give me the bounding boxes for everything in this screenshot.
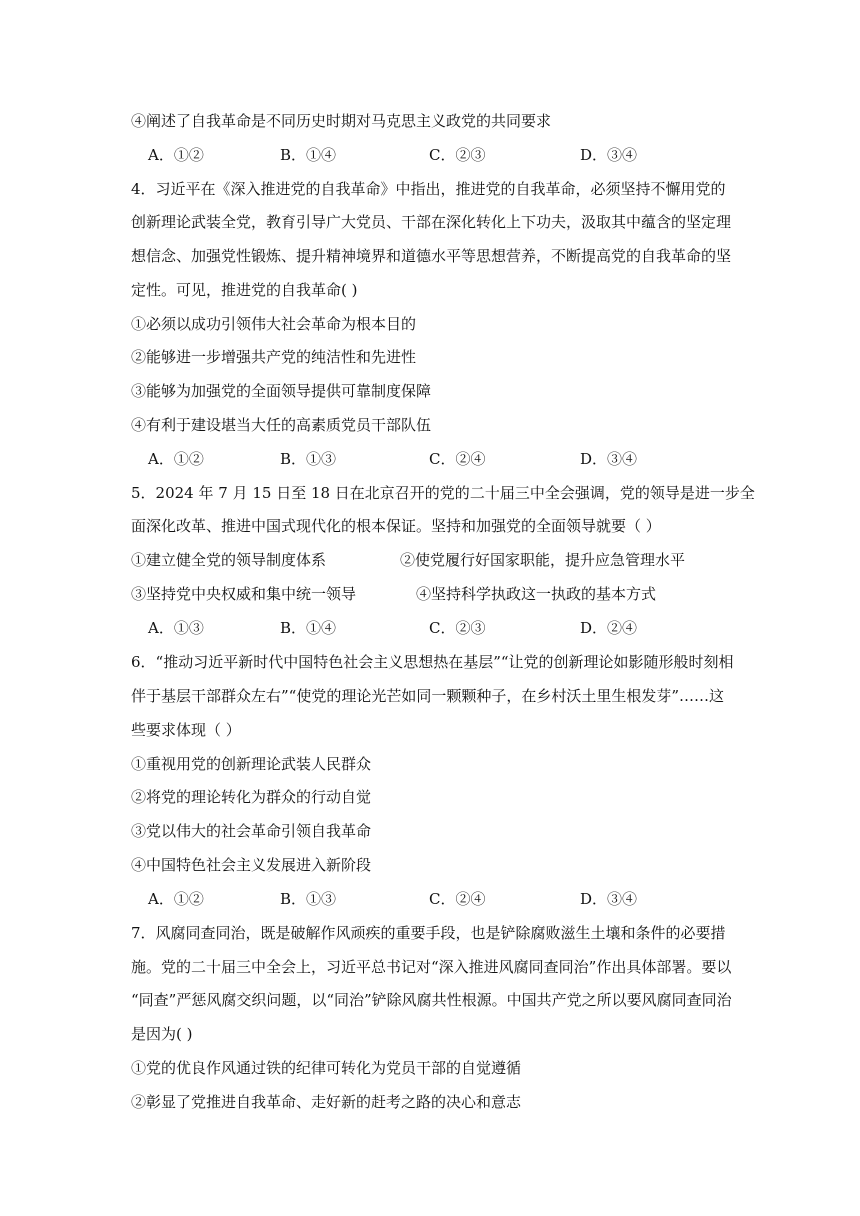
choice-b: B．①③: [280, 450, 337, 468]
q4-stem-line: 创新理论武装全党，教育引导广大党员、干部在深化转化上下功夫，汲取其中蕴含的坚定理: [131, 213, 732, 231]
q6-option: ④中国特色社会主义发展进入新阶段: [131, 856, 372, 874]
q4-stem-line: 想信念、加强党性锻炼、提升精神境界和道德水平等思想营养，不断提高党的自我革命的坚: [131, 247, 732, 265]
q5-stem-line: 5．2024 年 7 月 15 日至 18 日在北京召开的党的二十届三中全会强调，党的领导是进一步全: [131, 484, 755, 502]
q6-option: ①重视用党的创新理论武装人民群众: [131, 755, 372, 773]
q6-stem-line: 伴于基层干部群众左右”“使党的理论光芒如同一颗颗种子，在乡村沃土里生根发芽”……这: [131, 687, 725, 705]
q4-stem-line: 4．习近平在《深入推进党的自我革命》中指出，推进党的自我革命，必须坚持不懈用党的: [131, 180, 726, 198]
q7-stem-line: 7．风腐同查同治，既是破解作风顽疾的重要手段，也是铲除腐败滋生土壤和条件的必要措: [131, 924, 726, 942]
q7-stem-line: 是因为( ): [131, 1025, 193, 1043]
choice-c: C．②③: [429, 619, 486, 637]
q7-option: ①党的优良作风通过铁的纪律可转化为党员干部的自觉遵循: [131, 1059, 522, 1077]
q7-stem-line: 施。党的二十届三中全会上，习近平总书记对“深入推进风腐同查同治”作出具体部署。要以: [131, 958, 732, 976]
prev-option-4: ④阐述了自我革命是不同历史时期对马克思主义政党的共同要求: [131, 112, 552, 130]
q6-option: ③党以伟大的社会革命引领自我革命: [131, 822, 372, 840]
q6-stem-line: 些要求体现（ ）: [131, 721, 241, 739]
choice-b: B．①④: [280, 619, 337, 637]
choice-c: C．②④: [429, 450, 486, 468]
choice-c: C．②④: [429, 890, 486, 908]
q5-option: ②使党履行好国家职能，提升应急管理水平: [400, 551, 686, 569]
choice-b: B．①④: [280, 146, 337, 164]
q5-option: ④坚持科学执政这一执政的基本方式: [416, 585, 657, 603]
choice-d: D．③④: [580, 450, 638, 468]
q4-option: ③能够为加强党的全面领导提供可靠制度保障: [131, 382, 432, 400]
q4-option: ①必须以成功引领伟大社会革命为根本目的: [131, 315, 417, 333]
q4-option: ④有利于建设堪当大任的高素质党员干部队伍: [131, 416, 432, 434]
choice-b: B．①③: [280, 890, 337, 908]
choice-d: D．③④: [580, 146, 638, 164]
choice-a: A．①②: [148, 450, 204, 468]
q5-option: ③坚持党中央权威和集中统一领导: [131, 585, 357, 603]
choice-d: D．②④: [580, 619, 638, 637]
q6-stem-line: 6．“推动习近平新时代中国特色社会主义思想热在基层”“让党的创新理论如影随形般时刻相: [131, 653, 734, 671]
q5-option: ①建立健全党的领导制度体系: [131, 551, 327, 569]
choice-a: A．①②: [148, 146, 204, 164]
q7-option: ②彰显了党推进自我革命、走好新的赶考之路的决心和意志: [131, 1093, 522, 1111]
q7-stem-line: “同查”严惩风腐交织问题，以“同治”铲除风腐共性根源。中国共产党之所以要风腐同查同治: [131, 991, 732, 1009]
q4-option: ②能够进一步增强共产党的纯洁性和先进性: [131, 348, 417, 366]
choice-a: A．①②: [148, 890, 204, 908]
q6-option: ②将党的理论转化为群众的行动自觉: [131, 788, 372, 806]
choice-c: C．②③: [429, 146, 486, 164]
choice-a: A．①③: [148, 619, 204, 637]
q5-stem-line: 面深化改革、推进中国式现代化的根本保证。坚持和加强党的全面领导就要（ ）: [131, 517, 661, 535]
choice-d: D．③④: [580, 890, 638, 908]
q4-stem-line: 定性。可见，推进党的自我革命( ): [131, 281, 358, 299]
